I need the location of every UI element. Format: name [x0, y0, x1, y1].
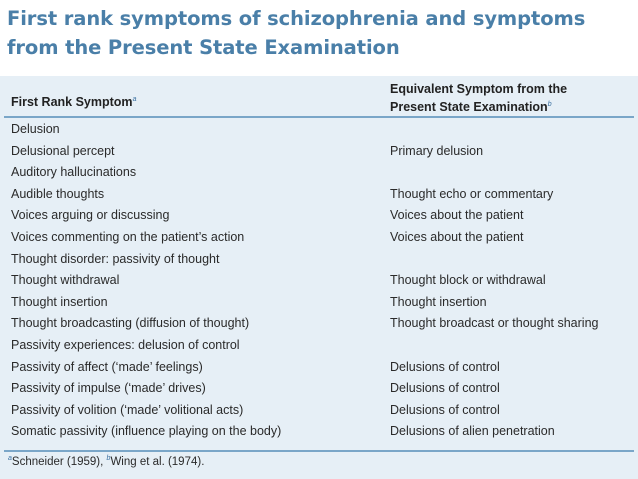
- symptom-table: [0, 76, 638, 479]
- table-row: [0, 335, 638, 357]
- first-rank-symptom-cell: Audible thoughts: [11, 186, 105, 201]
- table-row: [0, 270, 638, 292]
- footnote-sup-b: b: [106, 455, 111, 462]
- equivalent-symptom-cell: Thought block or withdrawal: [390, 273, 546, 288]
- table-row: [0, 205, 638, 227]
- footer-divider: [4, 450, 634, 452]
- header-first-rank-symptom: [11, 95, 136, 109]
- header-left-label: First Rank Symptom: [11, 95, 133, 109]
- first-rank-symptom-cell: Delusion: [11, 122, 60, 136]
- table-row: [0, 184, 638, 206]
- header-equivalent-symptom: [390, 82, 567, 115]
- footnote-ref-b: Wing et al. (1974).: [110, 455, 205, 468]
- first-rank-symptom-cell: Passivity of affect (‘made’ feelings): [11, 359, 203, 374]
- header-right-line-2: Present State Examination: [390, 100, 548, 115]
- table-header: [0, 76, 638, 118]
- equivalent-symptom-cell: Thought echo or commentary: [390, 186, 554, 201]
- first-rank-symptom-cell: Passivity experiences: delusion of control: [11, 337, 240, 352]
- table-row: [0, 421, 638, 443]
- first-rank-symptom-cell: Thought disorder: passivity of thought: [11, 251, 220, 266]
- first-rank-symptom-cell: Thought insertion: [11, 294, 108, 309]
- first-rank-symptom-cell: Passivity of impulse (‘made’ drives): [11, 381, 206, 396]
- table-row: [0, 227, 638, 249]
- equivalent-symptom-cell: Delusions of control: [390, 402, 500, 417]
- slide-title-line-2: from the Present State Examination: [7, 36, 400, 59]
- table-row: [0, 119, 638, 141]
- header-right-superscript: b: [547, 101, 552, 108]
- equivalent-symptom-cell: Delusions of control: [390, 359, 500, 374]
- table-row: [0, 162, 638, 184]
- equivalent-symptom-cell: Thought insertion: [390, 294, 487, 309]
- first-rank-symptom-cell: Somatic passivity (influence playing on the body): [11, 424, 282, 439]
- table-row: [0, 249, 638, 271]
- table-footnote: [8, 455, 204, 468]
- table-row: [0, 378, 638, 400]
- header-right-line-1: Equivalent Symptom from the: [390, 82, 568, 96]
- first-rank-symptom-cell: Passivity of volition (‘made’ volitional acts): [11, 402, 244, 417]
- table-body: [0, 119, 638, 443]
- first-rank-symptom-cell: Auditory hallucinations: [11, 165, 137, 180]
- first-rank-symptom-cell: Voices arguing or discussing: [11, 208, 170, 223]
- equivalent-symptom-cell: Primary delusion: [390, 143, 484, 158]
- table-row: [0, 400, 638, 422]
- slide-title: [7, 4, 631, 62]
- first-rank-symptom-cell: Thought broadcasting (diffusion of thought): [11, 316, 250, 331]
- equivalent-symptom-cell: Thought broadcast or thought sharing: [390, 316, 599, 331]
- header-divider: [4, 116, 634, 118]
- table-row: [0, 313, 638, 335]
- first-rank-symptom-cell: Delusional percept: [11, 143, 115, 158]
- equivalent-symptom-cell: Voices about the patient: [390, 208, 524, 223]
- table-row: [0, 141, 638, 163]
- footnote-ref-a: Schneider (1959),: [11, 455, 107, 468]
- equivalent-symptom-cell: Delusions of control: [390, 381, 500, 396]
- slide-title-line-1: First rank symptoms of schizophrenia and symptoms: [7, 7, 586, 30]
- header-left-superscript: a: [132, 95, 137, 103]
- equivalent-symptom-cell: Delusions of alien penetration: [390, 424, 555, 439]
- footnote-sup-a: a: [8, 455, 12, 462]
- first-rank-symptom-cell: Thought withdrawal: [11, 273, 120, 288]
- table-row: [0, 292, 638, 314]
- first-rank-symptom-cell: Voices commenting on the patient’s action: [11, 229, 245, 244]
- table-row: [0, 357, 638, 379]
- equivalent-symptom-cell: Voices about the patient: [390, 229, 524, 244]
